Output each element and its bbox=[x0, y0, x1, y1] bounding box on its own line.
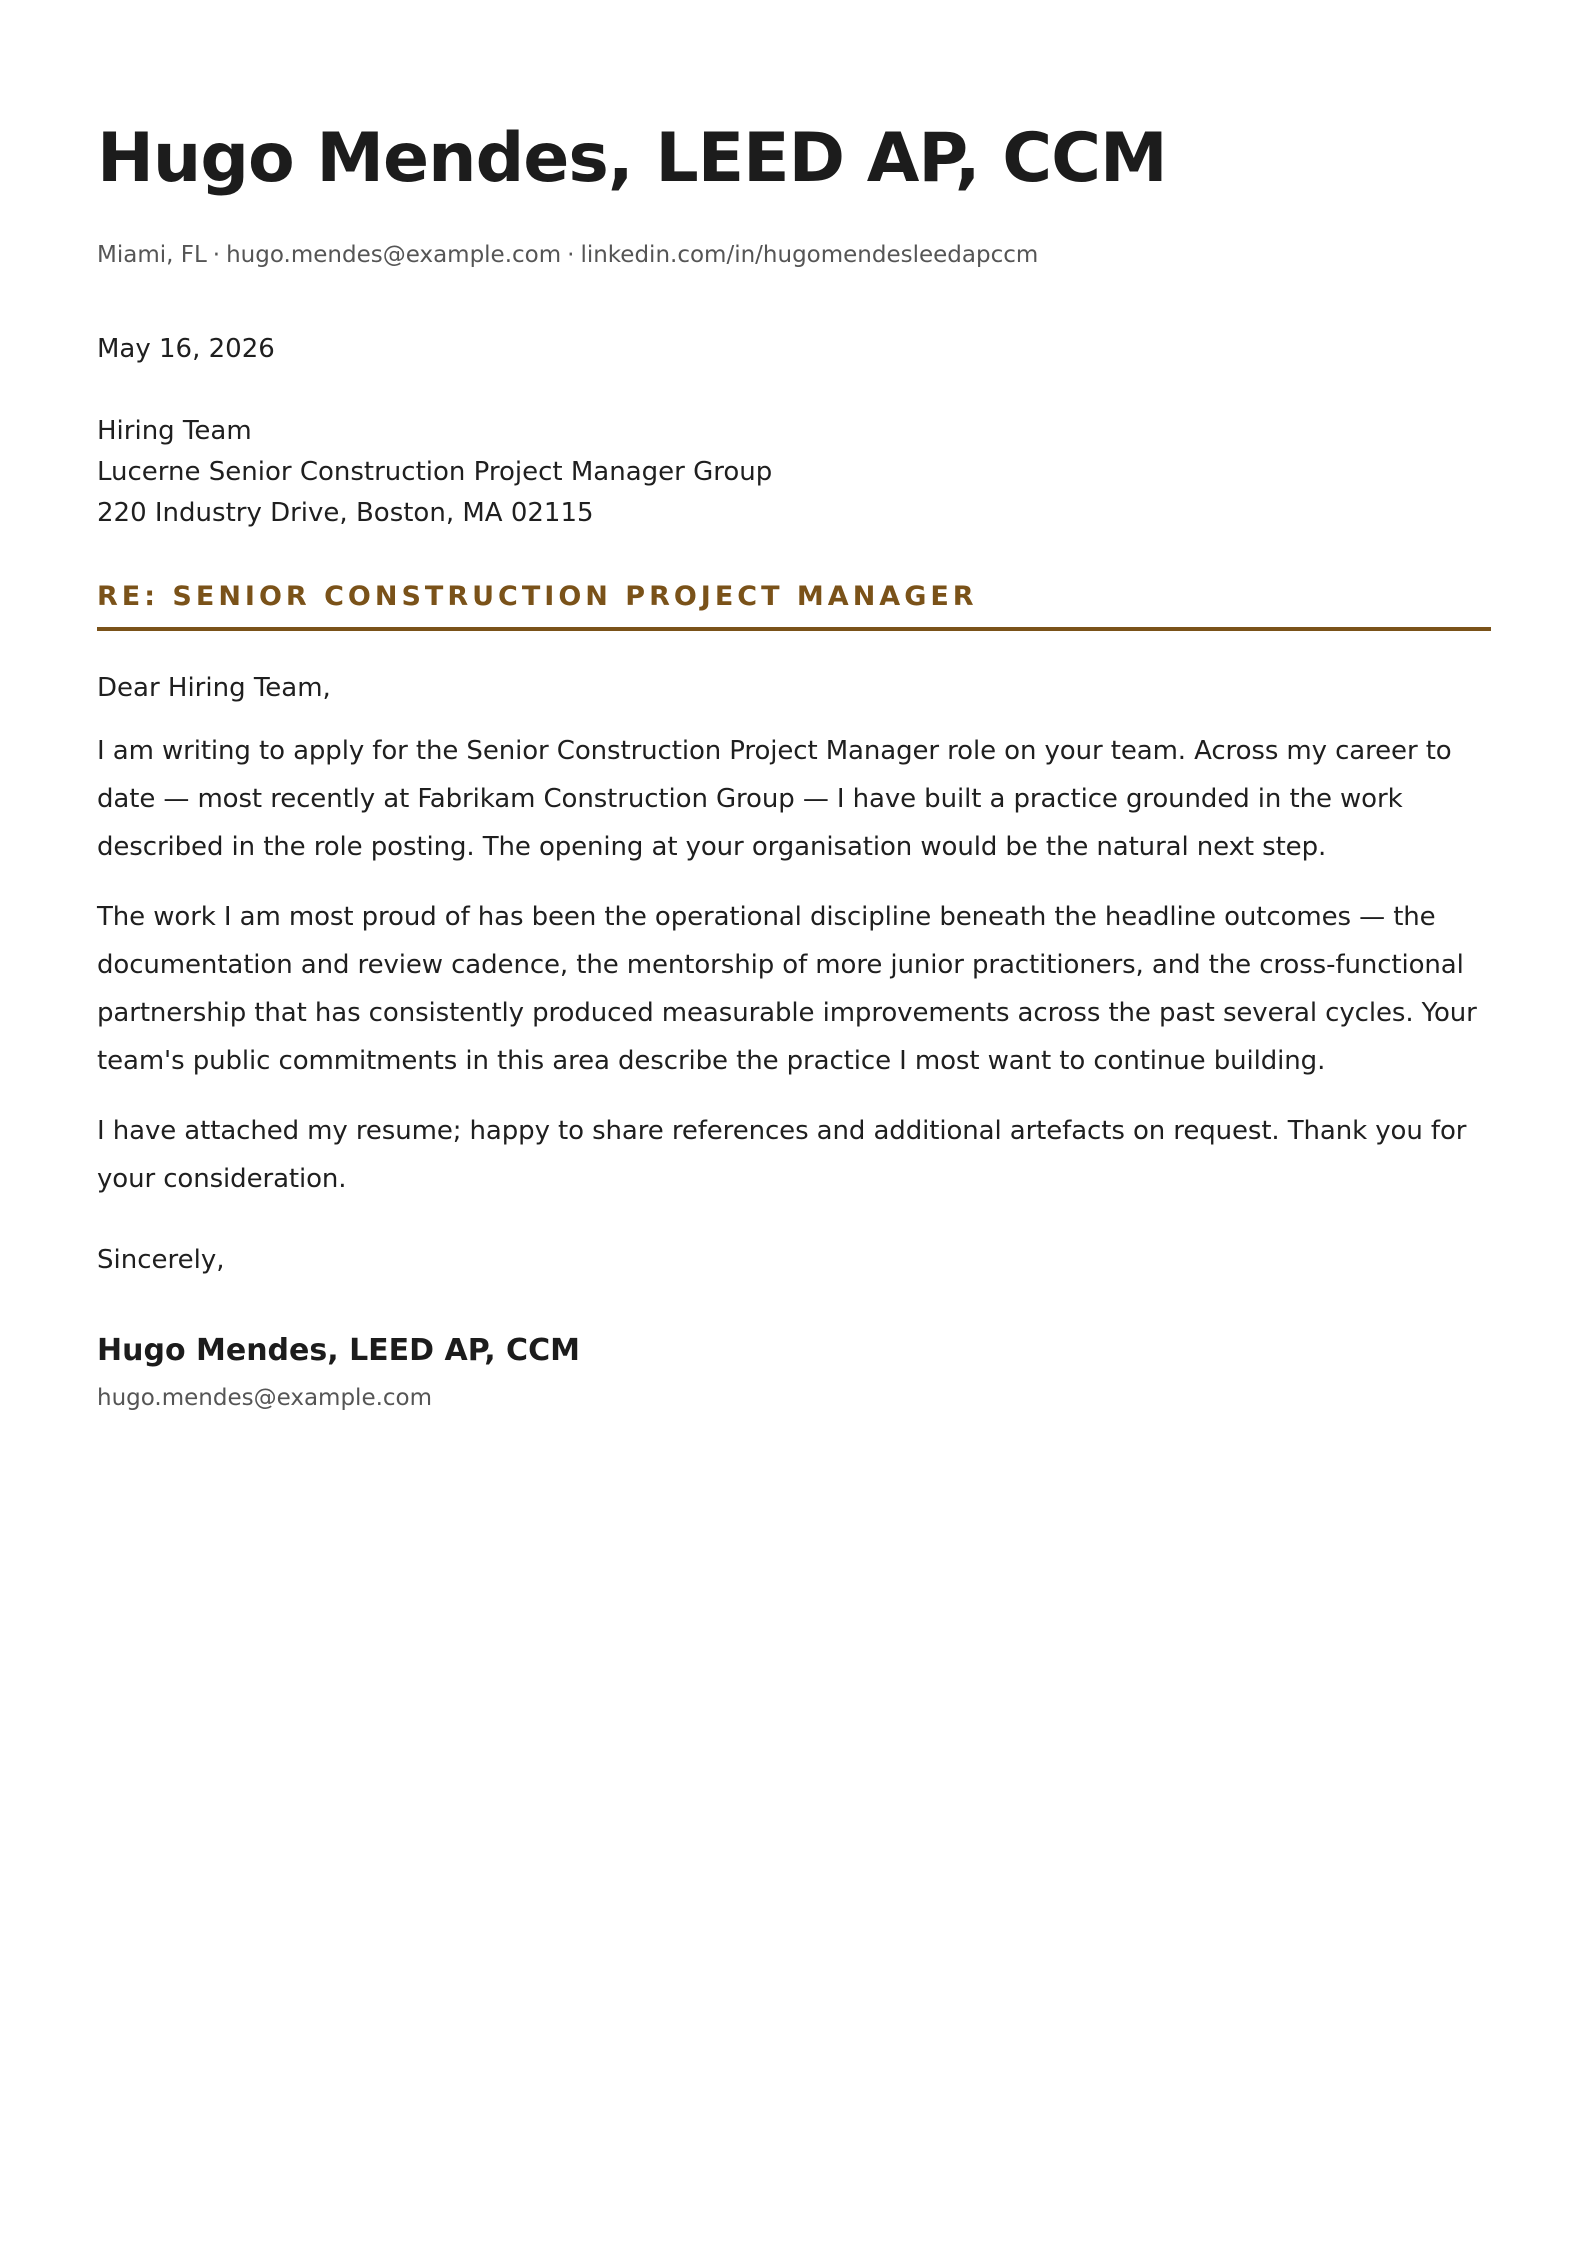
recipient-name: Hiring Team bbox=[97, 416, 252, 446]
signature-email[interactable]: hugo.mendes@example.com bbox=[97, 1385, 433, 1411]
contact-line bbox=[97, 240, 1491, 270]
applicant-name: Hugo Mendes, LEED AP, CCM bbox=[97, 119, 1167, 198]
letter-date: May 16, 2026 bbox=[97, 334, 275, 364]
closing: Sincerely, bbox=[97, 1245, 225, 1275]
body-paragraph-3: I have attached my resume; happy to share references and additional artefacts on request. Thank you for your consideration. bbox=[97, 1116, 1467, 1194]
salutation: Dear Hiring Team, bbox=[97, 673, 331, 703]
recipient-address: 220 Industry Drive, Boston, MA 02115 bbox=[97, 498, 594, 528]
contact-email[interactable]: hugo.mendes@example.com bbox=[226, 242, 562, 268]
body-paragraph-2: The work I am most proud of has been the operational discipline beneath the headline outcomes — the documentation and review cadence, the mentorship of more junior practitioners, and the cross-functional partnership that has consistently produced measurable improvements across the past several cycles. Your team's public commitments in this area describe the practice I most want to continue building. bbox=[97, 902, 1477, 1076]
contact-separator: · bbox=[212, 242, 221, 268]
contact-linkedin[interactable]: linkedin.com/in/hugomendesleedapccm bbox=[580, 242, 1039, 268]
contact-separator: · bbox=[567, 242, 575, 268]
body-paragraph-1: I am writing to apply for the Senior Construction Project Manager role on your team. Across my career to date — most recently at Fabrikam Construction Group — I have built a practice grounded in the work described in the role posting. The opening at your organisation would be the natural next step. bbox=[97, 736, 1452, 862]
recipient-organization: Lucerne Senior Construction Project Manager Group bbox=[97, 457, 773, 487]
signature-name: Hugo Mendes, LEED AP, CCM bbox=[97, 1333, 580, 1368]
contact-location: Miami, FL bbox=[97, 242, 207, 268]
subject-heading: RE: SENIOR CONSTRUCTION PROJECT MANAGER bbox=[97, 579, 1491, 631]
recipient-block bbox=[97, 411, 1491, 534]
